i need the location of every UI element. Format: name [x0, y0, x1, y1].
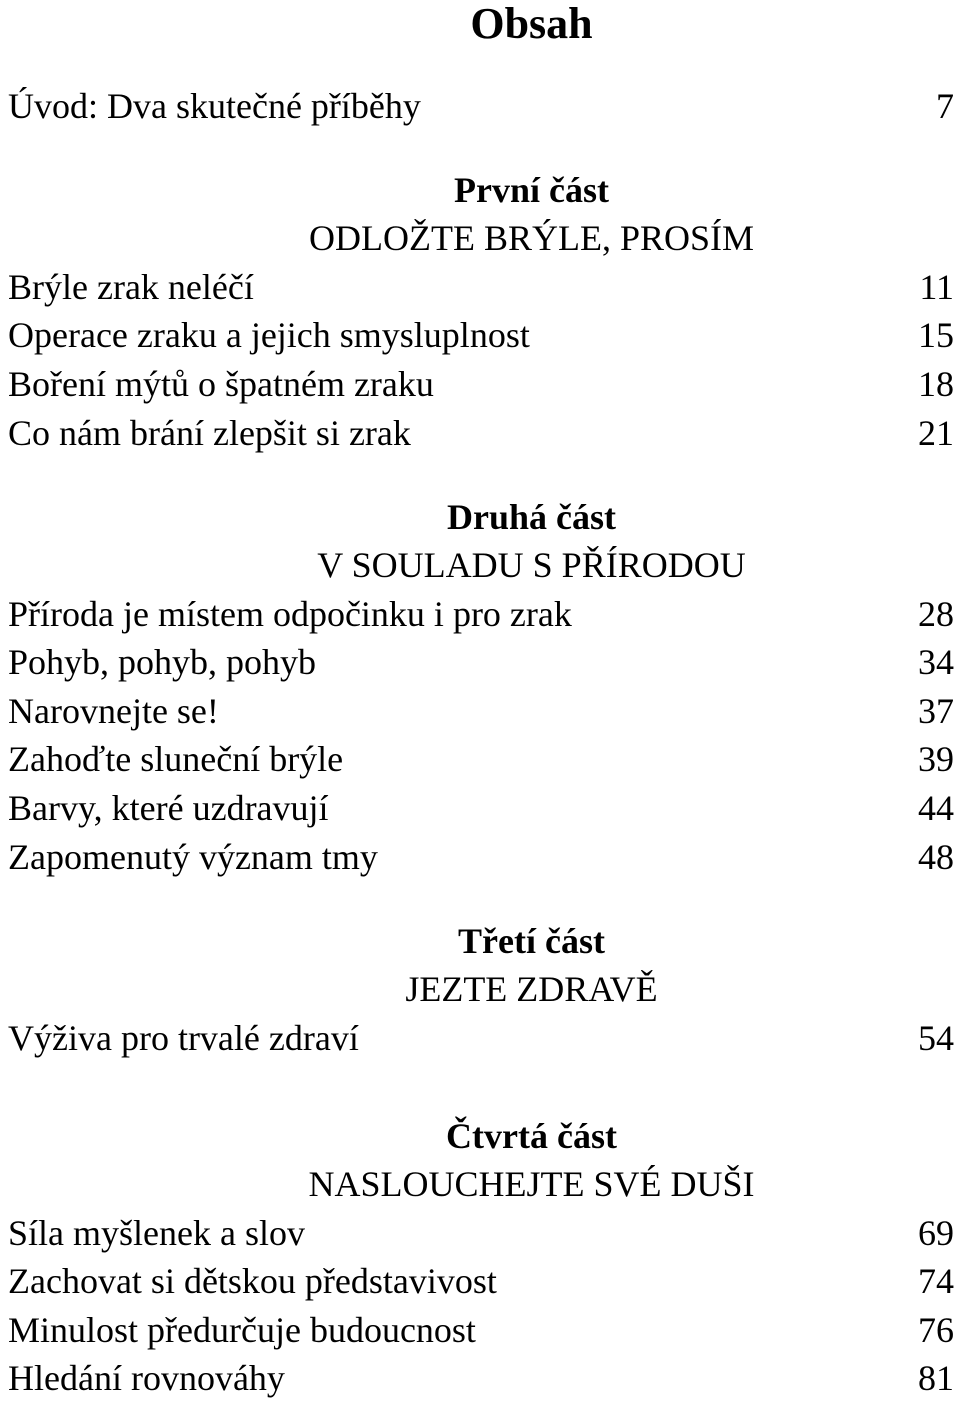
part-3-subtitle: JEZTE ZDRAVĚ	[405, 969, 658, 1009]
toc-entry-page: 28	[918, 594, 954, 634]
toc-entry-page: 69	[918, 1213, 954, 1253]
part-2-heading: Druhá část	[447, 497, 616, 537]
toc-entry-label: Operace zraku a jejich smysluplnost	[8, 315, 530, 355]
toc-entry-page: 15	[918, 315, 954, 355]
toc-entry-label: Narovnejte se!	[8, 691, 219, 731]
toc-entry-label: Pohyb, pohyb, pohyb	[8, 642, 317, 682]
toc-entry	[8, 737, 954, 781]
toc-entry	[8, 411, 954, 455]
toc-entry-label: Zahoďte sluneční brýle	[8, 739, 344, 779]
toc-entry-page: 7	[936, 86, 954, 126]
toc-entry-page: 18	[918, 364, 954, 404]
toc-entry-page: 54	[918, 1018, 954, 1058]
toc-entry-page: 34	[918, 642, 954, 682]
toc-entry	[8, 689, 954, 733]
toc-entry-label: Zapomenutý význam tmy	[8, 837, 378, 877]
toc-entry-label: Výživa pro trvalé zdraví	[8, 1018, 359, 1058]
toc-entry	[8, 1016, 954, 1060]
toc-entry-label: Úvod: Dva skutečné příběhy	[8, 86, 421, 126]
toc-entry-label: Hledání rovnováhy	[8, 1358, 285, 1398]
toc-entry	[8, 786, 954, 830]
toc-entry-label: Barvy, které uzdravují	[8, 788, 329, 828]
toc-entry	[8, 1259, 954, 1303]
toc-entry-label: Co nám brání zlepšit si zrak	[8, 413, 411, 453]
toc-entry-label: Zachovat si dětskou představivost	[8, 1261, 497, 1301]
toc-entry-page: 48	[918, 837, 954, 877]
part-1-heading: První část	[454, 170, 609, 210]
toc-entry	[8, 592, 954, 636]
toc-entry	[8, 1356, 954, 1400]
toc-entry-page: 74	[918, 1261, 954, 1301]
toc-entry	[8, 362, 954, 406]
toc-entry	[8, 313, 954, 357]
toc-entry-label: Síla myšlenek a slov	[8, 1213, 305, 1253]
toc-title: Obsah	[470, 0, 593, 48]
toc-entry-page: 39	[918, 739, 954, 779]
toc-entry-intro	[8, 84, 954, 128]
toc-entry-label: Boření mýtů o špatném zraku	[8, 364, 434, 404]
part-4-subtitle: NASLOUCHEJTE SVÉ DUŠI	[308, 1164, 755, 1204]
toc-entry-label: Minulost předurčuje budoucnost	[8, 1310, 476, 1350]
toc-entry-page: 81	[918, 1358, 954, 1398]
toc-entry-page: 21	[918, 413, 954, 453]
toc-entry-page: 44	[918, 788, 954, 828]
part-4-heading: Čtvrtá část	[446, 1116, 617, 1156]
toc-entry	[8, 1211, 954, 1255]
toc-entry-page: 11	[919, 267, 954, 307]
toc-entry-page: 37	[918, 691, 954, 731]
toc-entry	[8, 640, 954, 684]
toc-entry	[8, 1308, 954, 1352]
toc-entry	[8, 835, 954, 879]
toc-entry	[8, 265, 954, 309]
part-1-subtitle: ODLOŽTE BRÝLE, PROSÍM	[308, 218, 754, 258]
part-3-heading: Třetí část	[458, 921, 605, 961]
toc-entry-page: 76	[918, 1310, 954, 1350]
part-2-subtitle: V SOULADU S PŘÍRODOU	[317, 545, 746, 585]
toc-entry-label: Příroda je místem odpočinku i pro zrak	[8, 594, 572, 634]
toc-entry-label: Brýle zrak neléčí	[8, 267, 254, 307]
